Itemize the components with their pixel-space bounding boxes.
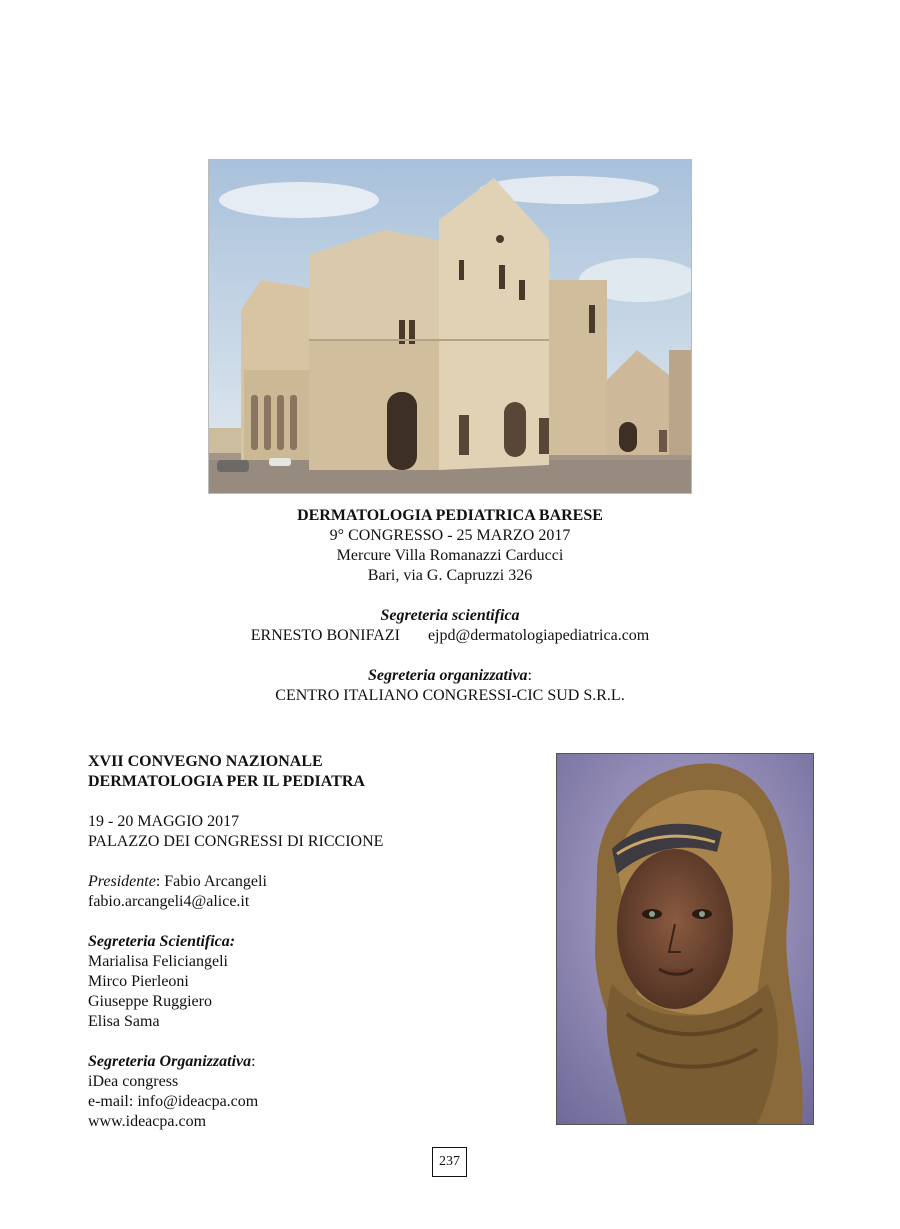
event2-dates: 19 - 20 MAGGIO 2017 <box>88 813 240 830</box>
child-portrait-painting <box>556 753 814 1125</box>
event1-sci-name: ERNESTO BONIFAZI <box>250 627 400 644</box>
event2-org-email: e-mail: info@ideacpa.com <box>88 1093 259 1110</box>
list-item: Mirco Pierleoni <box>88 973 189 990</box>
event2-venue: PALAZZO DEI CONGRESSI DI RICCIONE <box>88 833 384 850</box>
event2-block <box>88 752 528 1132</box>
event1-sci-label: Segreteria scientifica <box>380 607 520 624</box>
event2-org-suffix: : <box>251 1053 256 1070</box>
page-number: 237 <box>432 1147 467 1177</box>
event1-title: DERMATOLOGIA PEDIATRICA BARESE <box>297 507 603 524</box>
event1-sci-email: ejpd@dermatologiapediatrica.com <box>427 627 650 644</box>
event2-org-name: iDea congress <box>88 1073 179 1090</box>
list-item: Elisa Sama <box>88 1013 160 1030</box>
event1-org-suffix: : <box>527 667 532 684</box>
event2-org-web: www.ideacpa.com <box>88 1113 207 1130</box>
event2-org-heading <box>88 1052 528 1072</box>
event1-venue: Mercure Villa Romanazzi Carducci <box>336 547 564 564</box>
event1-org-label: Segreteria organizzativa <box>367 667 528 684</box>
event1-org-name: CENTRO ITALIANO CONGRESSI-CIC SUD S.R.L. <box>275 687 625 704</box>
event2-president-label: Presidente <box>88 873 156 890</box>
event2-president-email: fabio.arcangeli4@alice.it <box>88 893 250 910</box>
event1-org-heading <box>150 666 750 686</box>
event2-sci-label: Segreteria Scientifica: <box>88 933 236 950</box>
event2-president-value: : Fabio Arcangeli <box>155 873 267 890</box>
cathedral-photo <box>208 159 692 494</box>
list-item: Giuseppe Ruggiero <box>88 993 212 1010</box>
event2-title-line1: XVII CONVEGNO NAZIONALE <box>88 753 323 770</box>
event2-title-line2: DERMATOLOGIA PER IL PEDIATRA <box>88 773 365 790</box>
event1-sci-contact <box>150 626 750 646</box>
event1-address: Bari, via G. Capruzzi 326 <box>367 567 533 584</box>
event2-org-label: Segreteria Organizzativa <box>88 1053 252 1070</box>
event1-congress: 9° CONGRESSO - 25 MARZO 2017 <box>329 527 571 544</box>
list-item: Marialisa Feliciangeli <box>88 953 228 970</box>
event2-president <box>88 872 528 892</box>
event1-block <box>150 506 750 706</box>
